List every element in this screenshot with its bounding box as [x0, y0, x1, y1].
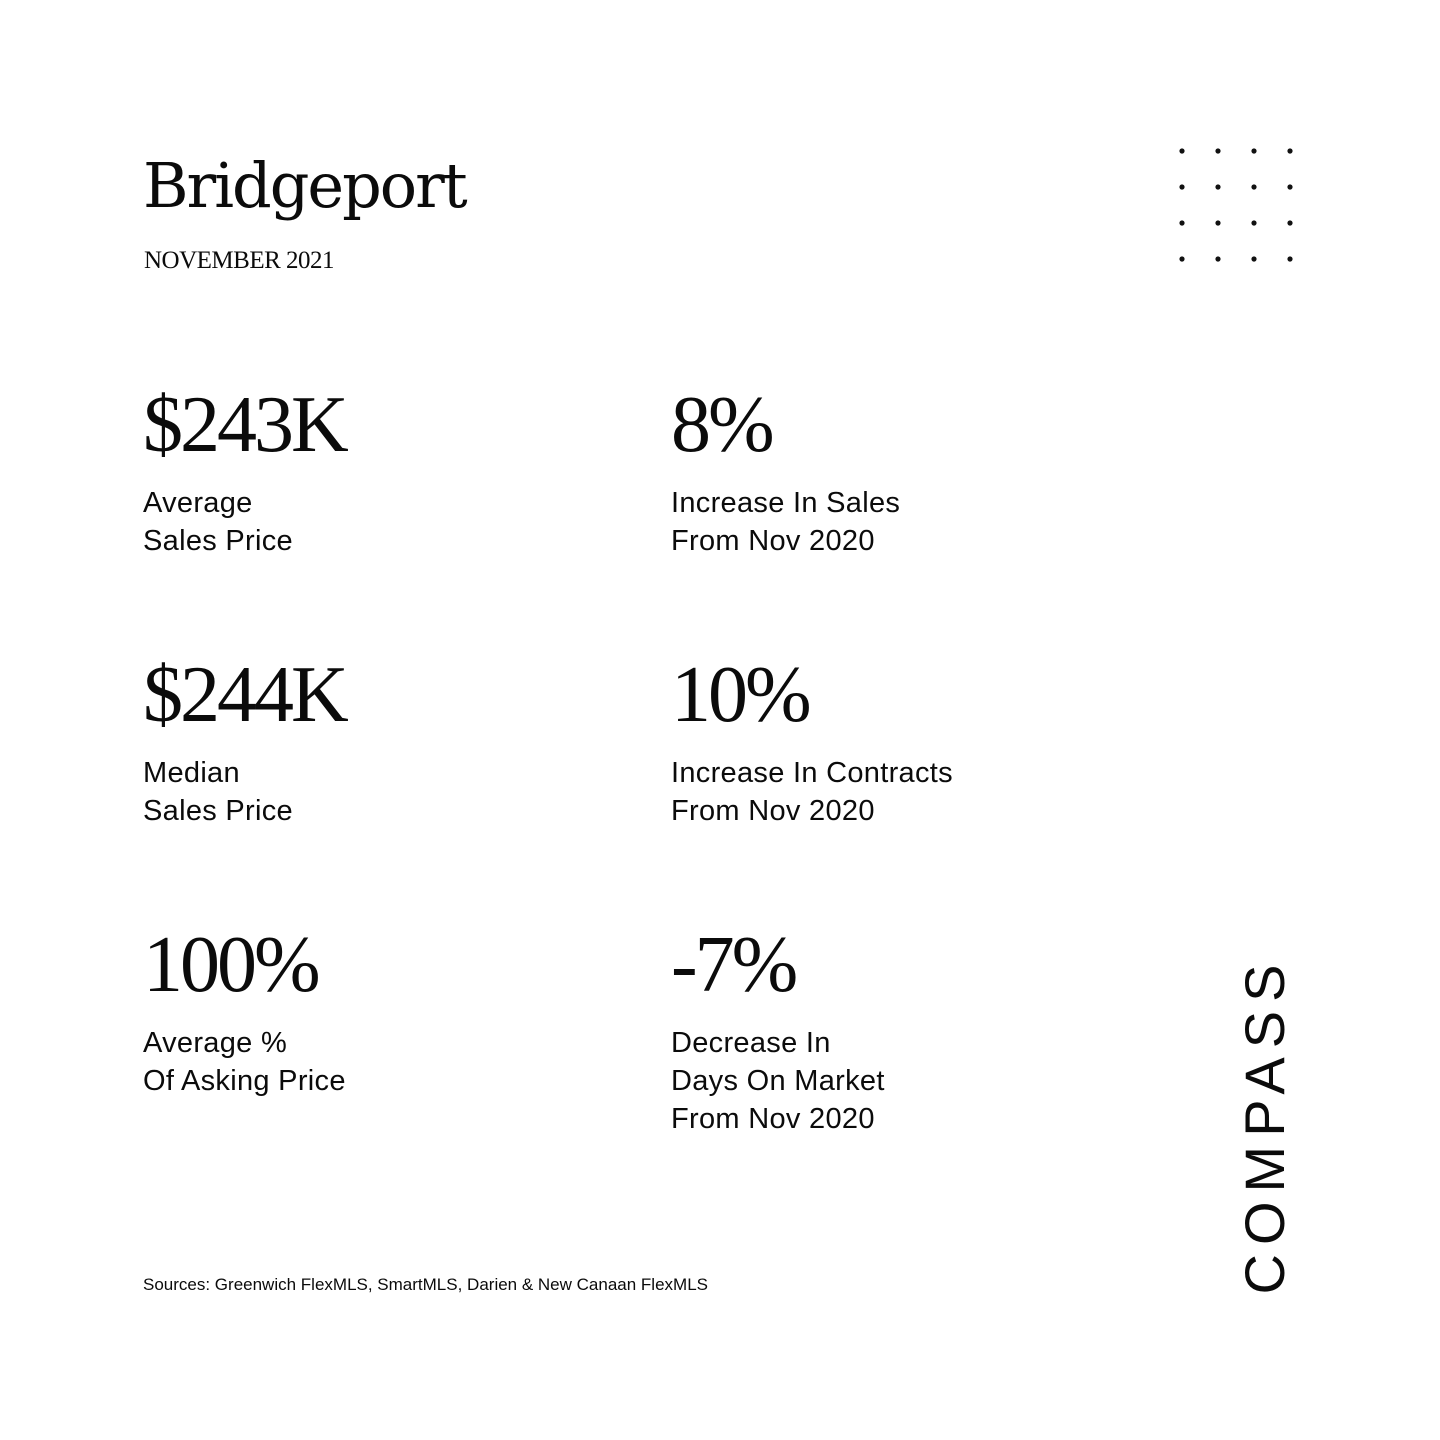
- stat-value: $244K: [143, 651, 346, 739]
- stat-label-line: Median: [143, 757, 240, 789]
- stat-label-line: Decrease In: [671, 1027, 831, 1059]
- stat-label-line: Of Asking Price: [143, 1065, 346, 1097]
- dot-grid-icon: [1176, 145, 1296, 265]
- report-date: NOVEMBER 2021: [144, 247, 335, 274]
- stat-label: [143, 484, 346, 560]
- stat-label-line: From Nov 2020: [671, 1103, 875, 1135]
- stat-average-percent-of-asking: [143, 920, 346, 1100]
- stat-label: [143, 1024, 346, 1100]
- stat-label-line: Days On Market: [671, 1065, 885, 1097]
- stat-value: 100%: [143, 921, 318, 1009]
- stat-label-line: From Nov 2020: [671, 795, 875, 827]
- stat-value: $243K: [143, 381, 346, 469]
- stat-average-sales-price: [143, 380, 346, 560]
- stat-label: [143, 754, 346, 830]
- stat-label-line: Sales Price: [143, 795, 293, 827]
- stat-value: 10%: [671, 651, 809, 739]
- stat-median-sales-price: [143, 650, 346, 830]
- stat-label-line: Sales Price: [143, 525, 293, 557]
- stat-label-line: Average: [143, 487, 253, 519]
- stat-value: -7%: [671, 921, 796, 1009]
- page-title: Bridgeport: [143, 149, 466, 222]
- stat-increase-in-contracts: [671, 650, 953, 830]
- sources-footnote: Sources: Greenwich FlexMLS, SmartMLS, Darien & New Canaan FlexMLS: [143, 1275, 708, 1294]
- stat-label-line: Increase In Contracts: [671, 757, 953, 789]
- stat-value: 8%: [671, 381, 772, 469]
- stat-label-line: From Nov 2020: [671, 525, 875, 557]
- stat-label: [671, 484, 900, 560]
- stat-label-line: Average %: [143, 1027, 288, 1059]
- stat-label: [671, 1024, 885, 1138]
- logo-wordmark: COMPASS: [1233, 955, 1296, 1295]
- stat-label: [671, 754, 953, 830]
- stat-days-on-market: [671, 920, 885, 1138]
- stat-label-line: Increase In Sales: [671, 487, 901, 519]
- stat-increase-in-sales: [671, 380, 900, 560]
